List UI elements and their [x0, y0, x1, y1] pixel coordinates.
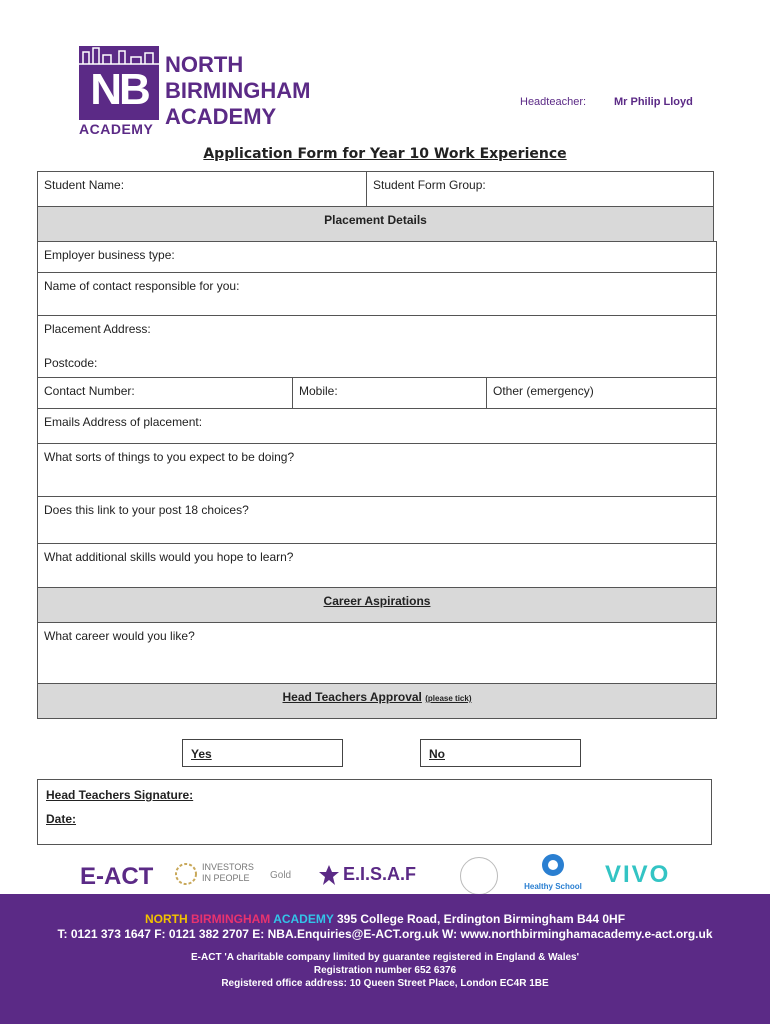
logo-letters: NB — [90, 65, 148, 114]
footer — [0, 894, 770, 1024]
student-name-label: Student Name: — [44, 178, 125, 192]
footer-office: Registered office address: 10 Queen Street Place, London EC4R 1BE — [221, 978, 549, 989]
investors-in-people-logo — [202, 862, 254, 884]
post18-field[interactable] — [37, 496, 717, 544]
post18-label: Does this link to your post 18 choices? — [44, 503, 249, 517]
eisaf-star-icon — [318, 864, 340, 886]
footer-charity: E-ACT 'A charitable company limited by guarantee registered in England & Wales' — [191, 952, 579, 963]
footer-name-academy: ACADEMY — [273, 912, 334, 926]
placement-address-field[interactable] — [37, 315, 717, 378]
career-label: What career would you like? — [44, 629, 195, 643]
contact-number-label: Contact Number: — [44, 384, 135, 398]
email-label: Emails Address of placement: — [44, 415, 203, 429]
student-name-field[interactable] — [37, 171, 367, 207]
signature-label: Head Teachers Signature: — [46, 788, 194, 802]
career-heading-text: Career Aspirations — [323, 594, 431, 608]
investors-line-2: IN PEOPLE — [202, 873, 250, 883]
investors-laurel-icon — [174, 862, 198, 886]
healthy-school-icon — [538, 853, 568, 877]
student-form-group-field[interactable] — [366, 171, 714, 207]
employer-type-label: Employer business type: — [44, 248, 175, 262]
mobile-field[interactable] — [292, 377, 487, 409]
healthy-school-logo — [522, 853, 584, 891]
expect-label: What sorts of things to you expect to be doing? — [44, 450, 295, 464]
form-title: Application Form for Year 10 Work Experience — [203, 146, 567, 162]
contact-name-field[interactable] — [37, 272, 717, 316]
footer-address: 395 College Road, Erdington Birmingham B44 0HF — [336, 912, 626, 926]
career-heading — [37, 587, 717, 623]
signature-box[interactable] — [37, 779, 712, 845]
arts-council-badge-icon — [460, 857, 498, 895]
footer-name-birmingham: BIRMINGHAM — [190, 912, 271, 926]
employer-type-field[interactable] — [37, 241, 717, 273]
placement-details-heading: Placement Details — [37, 206, 714, 242]
student-form-group-label: Student Form Group: — [373, 178, 486, 192]
postcode-label: Postcode: — [44, 356, 98, 370]
contact-name-label: Name of contact responsible for you: — [44, 279, 240, 293]
skills-label: What additional skills would you hope to learn? — [44, 550, 294, 564]
date-label: Date: — [46, 812, 77, 826]
healthy-school-text: Healthy School — [524, 882, 582, 891]
eact-logo: E-ACT — [80, 863, 154, 890]
school-name-line-2: BIRMINGHAM — [165, 78, 311, 103]
footer-registration: Registration number 652 6376 — [313, 965, 457, 976]
yes-checkbox[interactable]: Yes — [182, 739, 343, 767]
approval-note: (please tick) — [425, 694, 472, 703]
eisaf-logo: E.I.S.A.F — [343, 864, 417, 884]
placement-address-label: Placement Address: — [44, 322, 151, 336]
investors-line-1: INVESTORS — [202, 862, 254, 872]
footer-contact: T: 0121 373 1647 F: 0121 382 2707 E: NBA.Enquiries@E-ACT.org.uk W: www.northbirminghamacademy.e-act.org.uk — [57, 927, 713, 941]
contact-number-field[interactable] — [37, 377, 293, 409]
approval-heading-text: Head Teachers Approval — [282, 690, 422, 704]
no-checkbox[interactable]: No — [420, 739, 581, 767]
other-emergency-field[interactable] — [486, 377, 717, 409]
skills-field[interactable] — [37, 543, 717, 588]
footer-address-line — [0, 912, 770, 926]
expect-field[interactable] — [37, 443, 717, 497]
other-emergency-label: Other (emergency) — [493, 384, 594, 398]
vivo-logo: VIVO — [605, 861, 671, 888]
footer-name-north: NORTH — [144, 912, 188, 926]
mobile-label: Mobile: — [299, 384, 338, 398]
approval-heading — [37, 683, 717, 719]
investors-gold: Gold — [270, 870, 292, 881]
career-field[interactable] — [37, 622, 717, 684]
headteacher-name: Mr Philip Lloyd — [614, 96, 693, 108]
school-name-line-1: NORTH — [165, 52, 244, 77]
logo-small-text: ACADEMY — [79, 121, 154, 137]
school-name-line-3: ACADEMY — [165, 104, 277, 129]
headteacher-label: Headteacher: — [520, 96, 587, 108]
email-field[interactable] — [37, 408, 717, 444]
